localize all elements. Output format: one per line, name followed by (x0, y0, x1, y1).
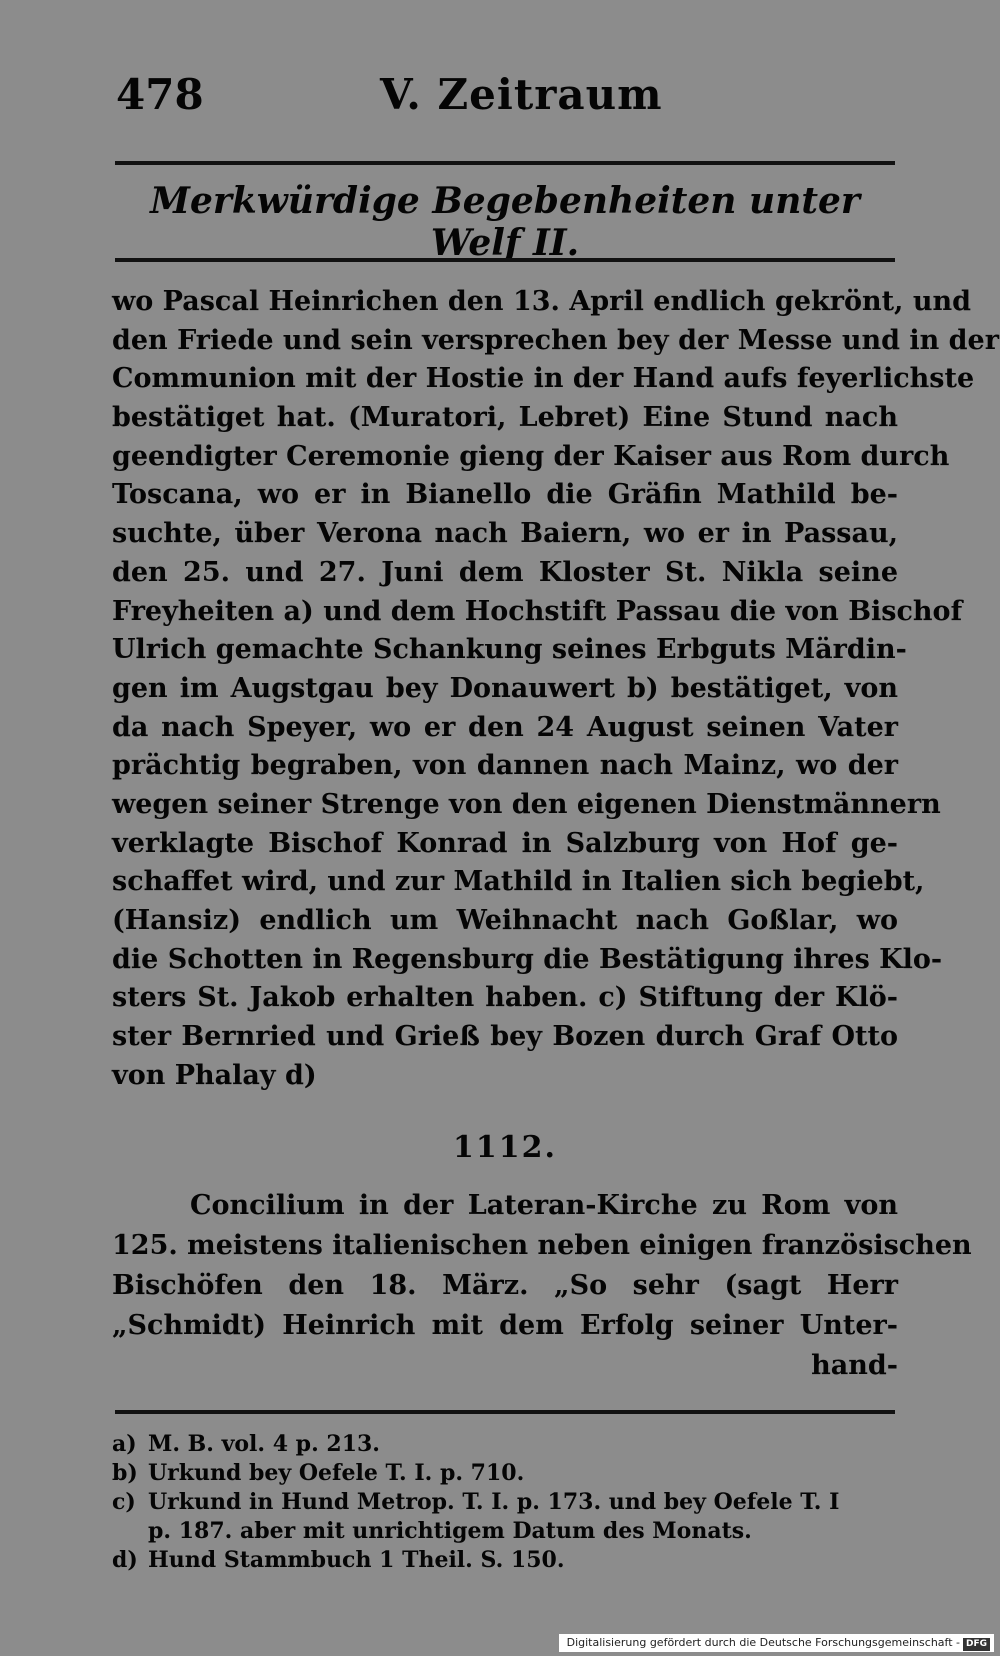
text-line: da nach Speyer, wo er den 24 August seinen Vater (112, 711, 898, 743)
footnote-text: M. B. vol. 4 p. 213. (148, 1431, 380, 1457)
footnote-text: p. 187. aber mit unrichtigem Datum des Monats. (148, 1518, 752, 1544)
text-line: prächtig begraben, von dannen nach Mainz, wo der (112, 750, 898, 782)
text-line: 125. meistens italienischen neben einigen französischen (112, 1230, 972, 1261)
text-line: den Friede und sein versprechen bey der Messe und in der (112, 324, 999, 356)
dfg-logo-icon: DFG (963, 1638, 990, 1651)
text-line: die Schotten in Regensburg die Bestätigung ihres Klo- (112, 943, 943, 975)
page-number: 478 (116, 70, 204, 119)
catchword: hand- (811, 1350, 898, 1381)
footnote (112, 1488, 902, 1517)
text-line: Toscana, wo er in Bianello die Gräfin Mathild be- (112, 479, 898, 511)
footnote-mark: a) (112, 1431, 137, 1457)
footnote-rule (115, 1410, 895, 1414)
credit-text: Digitalisierung gefördert durch die Deutsche Forschungsgemeinschaft - (566, 1636, 960, 1649)
running-head: V. Zeitraum (380, 70, 663, 119)
text-line: schaffet wird, und zur Mathild in Italien sich begiebt, (112, 866, 925, 898)
text-line: geendigter Ceremonie gieng der Kaiser aus Rom durch (112, 440, 950, 472)
title-rule (115, 258, 895, 262)
footnote (112, 1459, 902, 1488)
footnote-text: Urkund bey Oefele T. I. p. 710. (148, 1460, 525, 1486)
page-header (110, 60, 890, 130)
text-line: wegen seiner Strenge von den eigenen Dienstmännern (112, 788, 941, 820)
text-line: suchte, über Verona nach Baiern, wo er in Passau, (112, 518, 898, 550)
header-rule (115, 161, 895, 165)
footnote-mark: d) (112, 1547, 138, 1573)
text-line: den 25. und 27. Juni dem Kloster St. Nikla seine (112, 556, 898, 588)
text-line: gen im Augstgau bey Donauwert b) bestätiget, von (112, 672, 898, 704)
text-line: Bischöfen den 18. März. „So sehr (sagt Herr (112, 1270, 898, 1301)
text-line: von Phalay d) (112, 1059, 317, 1091)
paragraph-2 (112, 1186, 972, 1386)
text-line: (Hansiz) endlich um Weihnacht nach Goßlar, wo (112, 905, 898, 936)
footnote-text: Urkund in Hund Metrop. T. I. p. 173. und bey Oefele T. I (148, 1489, 840, 1515)
text-line: Concilium in der Lateran-Kirche zu Rom von (190, 1190, 898, 1221)
footnote-mark: b) (112, 1460, 138, 1486)
text-line: Ulrich gemachte Schankung seines Erbguts Märdin- (112, 634, 907, 666)
text-line: Communion mit der Hostie in der Hand aufs feyerlichste (112, 363, 975, 395)
section-title: Merkwürdige Begebenheiten unter Welf II. (150, 180, 860, 264)
text-line: ster Bernried und Grieß bey Bozen durch Graf Otto (112, 1021, 898, 1053)
text-line: Freyheiten a) und dem Hochstift Passau die von Bischof (112, 595, 963, 627)
footnote (112, 1546, 902, 1575)
text-line: sters St. Jakob erhalten haben. c) Stiftung der Klö- (112, 982, 898, 1014)
footnote-mark: c) (112, 1489, 136, 1515)
paragraph-1 (112, 283, 999, 1095)
funding-credit[interactable] (559, 1634, 994, 1652)
year-heading: 1112. (453, 1130, 557, 1165)
footnote-continuation (112, 1517, 902, 1546)
footnote (112, 1430, 902, 1459)
text-line: verklagte Bischof Konrad in Salzburg von Hof ge- (112, 827, 898, 859)
text-line: „Schmidt) Heinrich mit dem Erfolg seiner Unter- (112, 1310, 898, 1341)
footnotes (112, 1430, 902, 1575)
text-line: wo Pascal Heinrichen den 13. April endlich gekrönt, und (112, 286, 971, 317)
text-line: bestätiget hat. (Muratori, Lebret) Eine Stund nach (112, 402, 898, 434)
footnote-text: Hund Stammbuch 1 Theil. S. 150. (148, 1547, 565, 1573)
